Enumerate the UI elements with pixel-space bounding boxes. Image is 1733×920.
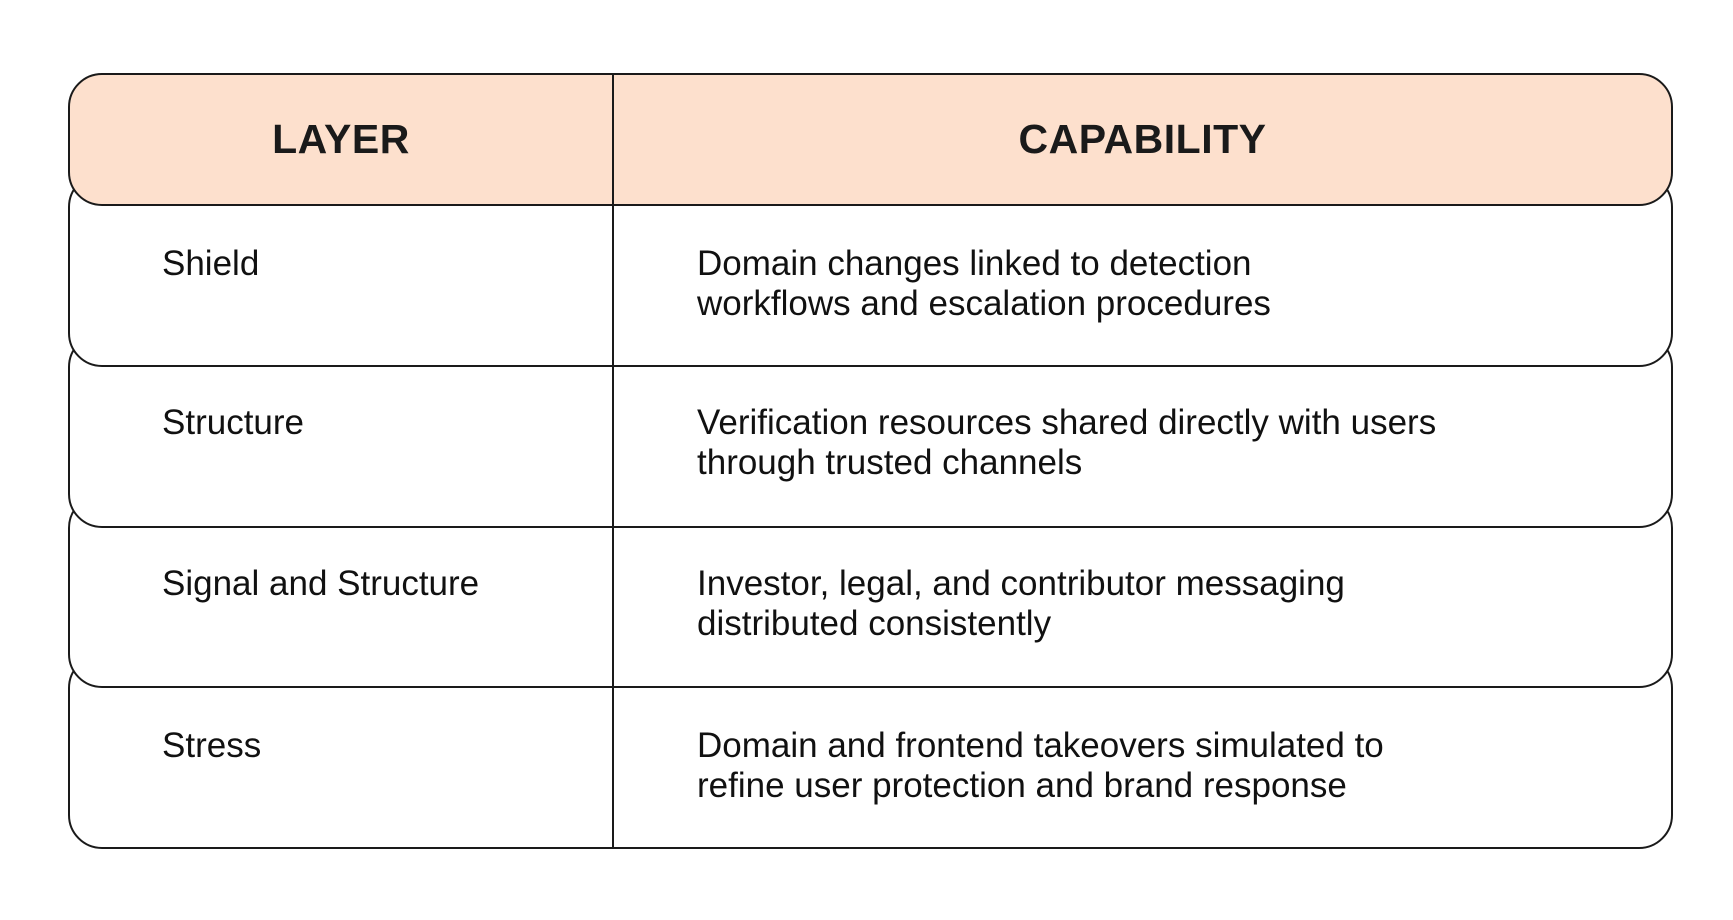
capability-line: Domain changes linked to detection: [697, 244, 1252, 283]
layer-cell: Stress: [162, 726, 262, 765]
layer-cell: Shield: [162, 244, 260, 283]
layer-cell: Structure: [162, 403, 304, 442]
capability-cell: [697, 564, 1577, 644]
capability-cell: [697, 403, 1577, 483]
capability-line: Investor, legal, and contributor messaging: [697, 564, 1345, 603]
layer-capability-table: [68, 73, 1673, 849]
layer-cell: Signal and Structure: [162, 564, 480, 603]
capability-line: through trusted channels: [697, 443, 1083, 482]
header-layer: LAYER: [272, 116, 410, 162]
capability-line: Verification resources shared directly with users: [697, 403, 1437, 442]
capability-cell: [697, 726, 1577, 806]
capability-line: distributed consistently: [697, 604, 1052, 643]
capability-line: refine user protection and brand response: [697, 766, 1347, 805]
capability-cell: [697, 244, 1577, 324]
capability-line: workflows and escalation procedures: [697, 284, 1271, 323]
capability-line: Domain and frontend takeovers simulated to: [697, 726, 1384, 765]
header-capability: CAPABILITY: [1018, 116, 1267, 162]
table-text-layer: [68, 73, 1673, 849]
